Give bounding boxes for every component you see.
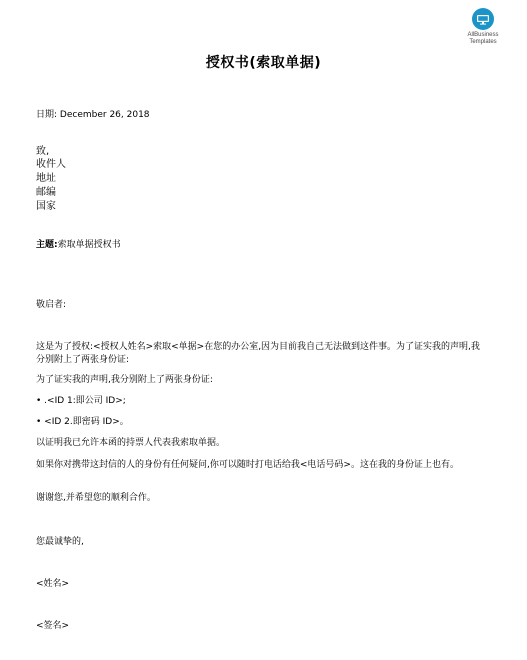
subject-label: 主题: <box>36 240 58 250</box>
body-paragraph-4: 如果你对携带这封信的人的身份有任何疑问,你可以随时打电话给我<电话号码>。这在我的身份证上也有。 <box>36 460 459 470</box>
logo-text-line1: AllBusiness <box>467 32 499 38</box>
allbusiness-logo <box>461 8 505 46</box>
greeting: 敬启者: <box>36 300 67 310</box>
subject-line <box>36 239 121 252</box>
date-label: 日期: <box>36 110 58 120</box>
body-paragraph-2: 为了证实我的声明,我分别附上了两张身份证: <box>36 375 213 385</box>
salutation: 致, <box>36 146 50 157</box>
logo-text-line2: Templates <box>469 39 497 45</box>
subject-text: 索取单据授权书 <box>57 240 121 250</box>
monitor-icon <box>472 8 494 30</box>
body-paragraph-3: 以证明我已允许本函的持票人代表我索取单据。 <box>36 438 226 448</box>
recipient-line: 收件人 <box>36 159 66 170</box>
id-list-item-2: • <ID 2.即密码 ID>。 <box>36 417 129 427</box>
body-paragraph-1: 这是为了授权:<授权人姓名>索取<单据>在您的办公室,因为目前我自己无法做到这件事。为了证实我的声明,我分别附上了两张身份证: <box>36 342 480 365</box>
address-line: 地址 <box>36 173 56 184</box>
date-line <box>36 109 150 122</box>
id-list-item-1: • .<ID 1:即公司 ID>; <box>36 396 126 406</box>
name-placeholder: <姓名> <box>36 579 70 589</box>
closing: 您最诚挚的, <box>36 537 84 547</box>
postcode-line: 邮编 <box>36 187 56 198</box>
signature-placeholder: <签名> <box>36 621 70 631</box>
body-paragraph-5: 谢谢您,并希望您的顺利合作。 <box>36 493 156 503</box>
date-value: December 26, 2018 <box>59 110 150 120</box>
country-line: 国家 <box>36 201 56 212</box>
document-title: 授权书(索取单据) <box>205 55 322 71</box>
